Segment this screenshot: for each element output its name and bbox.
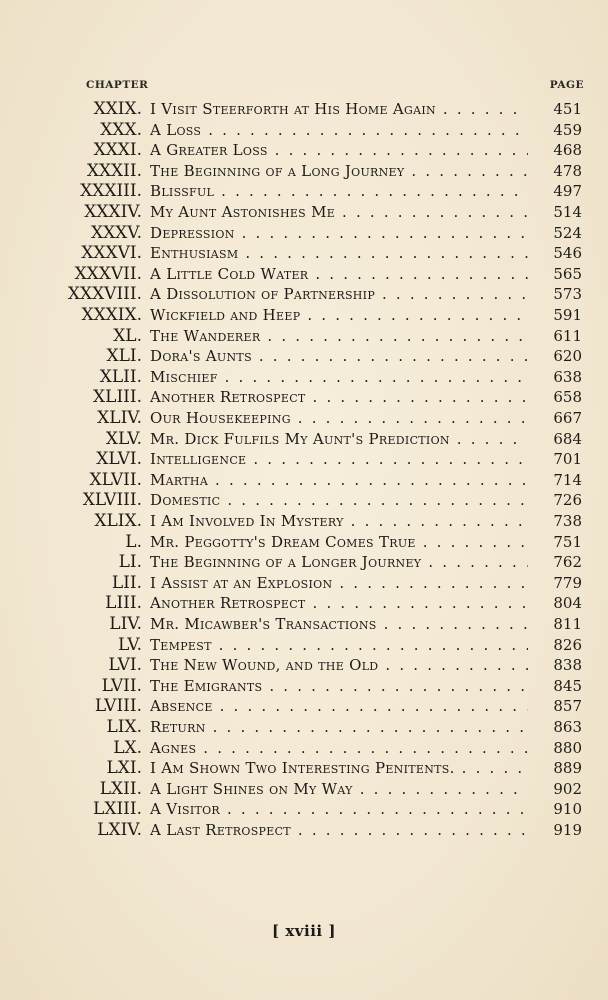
chapter-number: XXXIV. bbox=[84, 202, 142, 222]
chapter-title bbox=[150, 574, 528, 592]
chapter-title-text: Tempest bbox=[150, 635, 212, 654]
chapter-number: XXIX. bbox=[93, 99, 142, 119]
toc-entry[interactable] bbox=[0, 429, 608, 450]
chapter-number: LII. bbox=[111, 572, 142, 593]
chapter-title-text: A Visitor bbox=[150, 800, 220, 819]
chapter-title bbox=[150, 739, 528, 757]
chapter-page: 546 bbox=[553, 244, 582, 263]
toc-entry[interactable] bbox=[0, 552, 608, 573]
chapter-title-text: I Visit Steerforth at His Home Again bbox=[150, 100, 436, 118]
chapter-number: LVIII. bbox=[94, 696, 142, 717]
toc-entry[interactable] bbox=[0, 346, 608, 367]
chapter-number: XLIII. bbox=[93, 387, 142, 408]
chapter-number: XXXV. bbox=[90, 222, 142, 243]
chapter-page: 889 bbox=[553, 759, 582, 778]
chapter-page: 497 bbox=[553, 182, 582, 201]
chapter-title bbox=[150, 327, 528, 345]
chapter-title-text: I Assist at an Explosion bbox=[150, 573, 333, 592]
chapter-page: 910 bbox=[553, 800, 582, 819]
chapter-title bbox=[150, 800, 528, 818]
chapter-title bbox=[150, 409, 528, 427]
chapter-title-text: Enthusiasm bbox=[150, 244, 239, 263]
toc-entry[interactable] bbox=[0, 532, 608, 553]
chapter-title bbox=[150, 697, 528, 715]
chapter-page: 478 bbox=[553, 161, 582, 180]
toc-entry[interactable] bbox=[0, 511, 608, 532]
toc-entry[interactable] bbox=[0, 676, 608, 697]
chapter-number: XLIV. bbox=[97, 408, 142, 428]
chapter-title-text: The Wanderer bbox=[150, 326, 261, 345]
toc-entry[interactable] bbox=[0, 573, 608, 594]
chapter-title bbox=[150, 780, 528, 798]
toc-header bbox=[86, 79, 584, 91]
toc-entry[interactable] bbox=[0, 181, 608, 202]
chapter-number: LXI. bbox=[106, 758, 142, 779]
chapter-title bbox=[150, 512, 528, 530]
chapter-page: 838 bbox=[553, 656, 582, 675]
chapter-page: 880 bbox=[553, 738, 582, 757]
chapter-title-text: A Last Retrospect bbox=[150, 821, 291, 839]
chapter-title-text: I Am Shown Two Interesting Penitents. bbox=[150, 759, 455, 778]
chapter-number: XLI. bbox=[106, 346, 142, 367]
chapter-number: LIV. bbox=[109, 614, 142, 634]
chapter-page: 714 bbox=[553, 470, 582, 489]
chapter-title bbox=[150, 759, 528, 777]
chapter-title bbox=[150, 615, 528, 633]
chapter-title bbox=[150, 203, 528, 221]
chapter-title-text: Our Housekeeping bbox=[150, 409, 291, 427]
chapter-page: 573 bbox=[553, 285, 582, 304]
toc-entry[interactable] bbox=[0, 223, 608, 244]
chapter-page: 667 bbox=[553, 409, 582, 427]
chapter-number: LXII. bbox=[99, 778, 142, 799]
chapter-page: 751 bbox=[553, 532, 582, 551]
toc-entry[interactable] bbox=[0, 758, 608, 779]
chapter-number: XLIX. bbox=[94, 511, 142, 531]
toc-entry[interactable] bbox=[0, 820, 608, 841]
chapter-number: XXXVIII. bbox=[67, 284, 142, 305]
chapter-title bbox=[150, 636, 528, 654]
toc-entry[interactable] bbox=[0, 470, 608, 491]
chapter-number: LVI. bbox=[108, 655, 142, 676]
chapter-page: 863 bbox=[553, 718, 582, 736]
chapter-page: 638 bbox=[553, 367, 582, 386]
toc-entry[interactable] bbox=[0, 243, 608, 264]
chapter-number: XXXVI. bbox=[81, 243, 142, 264]
chapter-page: 738 bbox=[553, 512, 582, 530]
chapter-title bbox=[150, 224, 528, 242]
chapter-title bbox=[150, 533, 528, 551]
chapter-page: 565 bbox=[553, 264, 582, 283]
chapter-number: XXXIII. bbox=[80, 181, 142, 202]
chapter-title bbox=[150, 368, 528, 386]
chapter-title-text: Dora's Aunts bbox=[150, 347, 252, 366]
chapter-page: 514 bbox=[553, 203, 582, 221]
chapter-title bbox=[150, 718, 528, 736]
chapter-title bbox=[150, 244, 528, 262]
chapter-page: 468 bbox=[553, 141, 582, 160]
toc-entry[interactable] bbox=[0, 490, 608, 511]
toc-entry[interactable] bbox=[0, 140, 608, 161]
chapter-title bbox=[150, 677, 528, 695]
chapter-title-text: Another Retrospect bbox=[150, 388, 306, 407]
chapter-title bbox=[150, 430, 528, 448]
chapter-title bbox=[150, 265, 528, 283]
chapter-page: 591 bbox=[553, 306, 582, 324]
chapter-title-text: The Beginning of a Long Journey bbox=[150, 161, 405, 180]
chapter-number: XLV. bbox=[105, 428, 142, 449]
chapter-page: 845 bbox=[553, 676, 582, 695]
chapter-title-text: Martha bbox=[150, 470, 209, 489]
toc-entry[interactable] bbox=[0, 264, 608, 285]
chapter-page: 524 bbox=[553, 223, 582, 242]
chapter-number: LI. bbox=[118, 552, 142, 573]
chapter-page: 451 bbox=[553, 100, 582, 118]
page-column-label: PAGE bbox=[549, 79, 584, 91]
toc-entry[interactable] bbox=[0, 120, 608, 141]
chapter-number: XXXI. bbox=[93, 140, 142, 161]
chapter-column-label: CHAPTER bbox=[86, 79, 149, 91]
chapter-title bbox=[150, 471, 528, 489]
chapter-number: LVII. bbox=[101, 675, 142, 696]
chapter-number: LXIV. bbox=[97, 820, 142, 840]
chapter-number: LIX. bbox=[106, 717, 142, 737]
chapter-page: 611 bbox=[553, 326, 582, 345]
chapter-page: 826 bbox=[553, 635, 582, 654]
chapter-title-text: Intelligence bbox=[150, 450, 247, 469]
toc-entry[interactable] bbox=[0, 696, 608, 717]
toc-entry[interactable] bbox=[0, 305, 608, 326]
toc-entry[interactable] bbox=[0, 614, 608, 635]
toc-entry[interactable] bbox=[0, 799, 608, 820]
chapter-title-text: Agnes bbox=[150, 738, 197, 757]
toc-entry[interactable] bbox=[0, 326, 608, 347]
chapter-title-text: A Light Shines on My Way bbox=[150, 779, 353, 798]
toc-entry[interactable] bbox=[0, 593, 608, 614]
toc-entry[interactable] bbox=[0, 387, 608, 408]
chapter-number: XLVI. bbox=[96, 449, 142, 470]
chapter-title bbox=[150, 121, 528, 139]
chapter-number: XLII. bbox=[99, 366, 142, 387]
chapter-page: 762 bbox=[553, 553, 582, 572]
chapter-title bbox=[150, 182, 528, 200]
chapter-title bbox=[150, 553, 528, 571]
chapter-title-text: A Greater Loss bbox=[150, 141, 268, 160]
chapter-page: 811 bbox=[553, 615, 582, 633]
chapter-title bbox=[150, 162, 528, 180]
chapter-number: XXXII. bbox=[86, 160, 142, 181]
chapter-title-text: Return bbox=[150, 718, 206, 736]
chapter-number: XXX. bbox=[100, 119, 142, 140]
chapter-title bbox=[150, 656, 528, 674]
page-number: [ xviii ] bbox=[272, 922, 336, 940]
chapter-title bbox=[150, 388, 528, 406]
chapter-page: 779 bbox=[553, 573, 582, 592]
chapter-title-text: A Dissolution of Partnership bbox=[150, 285, 376, 304]
chapter-page: 459 bbox=[553, 120, 582, 139]
chapter-number: XXXIX. bbox=[81, 305, 142, 325]
chapter-number: LV. bbox=[118, 634, 142, 655]
chapter-title-text: Depression bbox=[150, 223, 235, 242]
chapter-title bbox=[150, 141, 528, 159]
chapter-page: 857 bbox=[553, 697, 582, 716]
chapter-page: 684 bbox=[553, 429, 582, 448]
chapter-number: L. bbox=[125, 531, 142, 552]
chapter-title-text: The Emigrants bbox=[150, 676, 263, 695]
chapter-title bbox=[150, 347, 528, 365]
chapter-page: 919 bbox=[553, 821, 582, 839]
chapter-number: LIII. bbox=[105, 593, 142, 614]
chapter-title-text: The Beginning of a Longer Journey bbox=[150, 553, 422, 572]
toc-entry[interactable] bbox=[0, 99, 608, 120]
chapter-number: XL. bbox=[113, 325, 142, 346]
toc-entry[interactable] bbox=[0, 367, 608, 388]
chapter-title bbox=[150, 821, 528, 839]
chapter-title bbox=[150, 306, 528, 324]
chapter-title-text: Wickfield and Heep bbox=[150, 306, 301, 324]
chapter-title-text: Mischief bbox=[150, 367, 218, 386]
chapter-title-text: Mr. Peggotty's Dream Comes True bbox=[150, 532, 416, 551]
chapter-title-text: Mr. Micawber's Transactions bbox=[150, 615, 377, 633]
chapter-title bbox=[150, 491, 528, 509]
toc-entry[interactable] bbox=[0, 717, 608, 738]
toc-entry[interactable] bbox=[0, 202, 608, 223]
chapter-title-text: A Little Cold Water bbox=[150, 264, 309, 283]
toc-entry[interactable] bbox=[0, 161, 608, 182]
toc-entry[interactable] bbox=[0, 738, 608, 759]
chapter-page: 804 bbox=[553, 594, 582, 613]
chapter-title-text: The New Wound, and the Old bbox=[150, 656, 379, 675]
toc-entry[interactable] bbox=[0, 779, 608, 800]
chapter-title bbox=[150, 100, 528, 118]
chapter-title-text: Blissful bbox=[150, 182, 215, 201]
chapter-title-text: I Am Involved In Mystery bbox=[150, 512, 344, 530]
toc-entry[interactable] bbox=[0, 635, 608, 656]
toc-entry[interactable] bbox=[0, 408, 608, 429]
chapter-number: XLVIII. bbox=[82, 490, 142, 511]
chapter-number: XXXVII. bbox=[74, 263, 142, 284]
chapter-page: 701 bbox=[553, 450, 582, 469]
chapter-title-text: Domestic bbox=[150, 491, 221, 510]
toc-entry[interactable] bbox=[0, 449, 608, 470]
chapter-title bbox=[150, 285, 528, 303]
chapter-number: LXIII. bbox=[93, 799, 142, 820]
toc-entry[interactable] bbox=[0, 284, 608, 305]
chapter-title-text: My Aunt Astonishes Me bbox=[150, 203, 336, 221]
chapter-title-text: Absence bbox=[150, 697, 213, 716]
chapter-number: XLVII. bbox=[89, 469, 142, 490]
chapter-title bbox=[150, 450, 528, 468]
chapter-page: 902 bbox=[553, 779, 582, 798]
chapter-page: 726 bbox=[553, 491, 582, 510]
chapter-page: 658 bbox=[553, 388, 582, 407]
chapter-title bbox=[150, 594, 528, 612]
chapter-title-text: Mr. Dick Fulfils My Aunt's Prediction bbox=[150, 429, 450, 448]
chapter-title-text: Another Retrospect bbox=[150, 594, 306, 613]
chapter-title-text: A Loss bbox=[150, 120, 202, 139]
chapter-number: LX. bbox=[113, 737, 142, 758]
chapter-page: 620 bbox=[553, 347, 582, 366]
toc-entry[interactable] bbox=[0, 655, 608, 676]
